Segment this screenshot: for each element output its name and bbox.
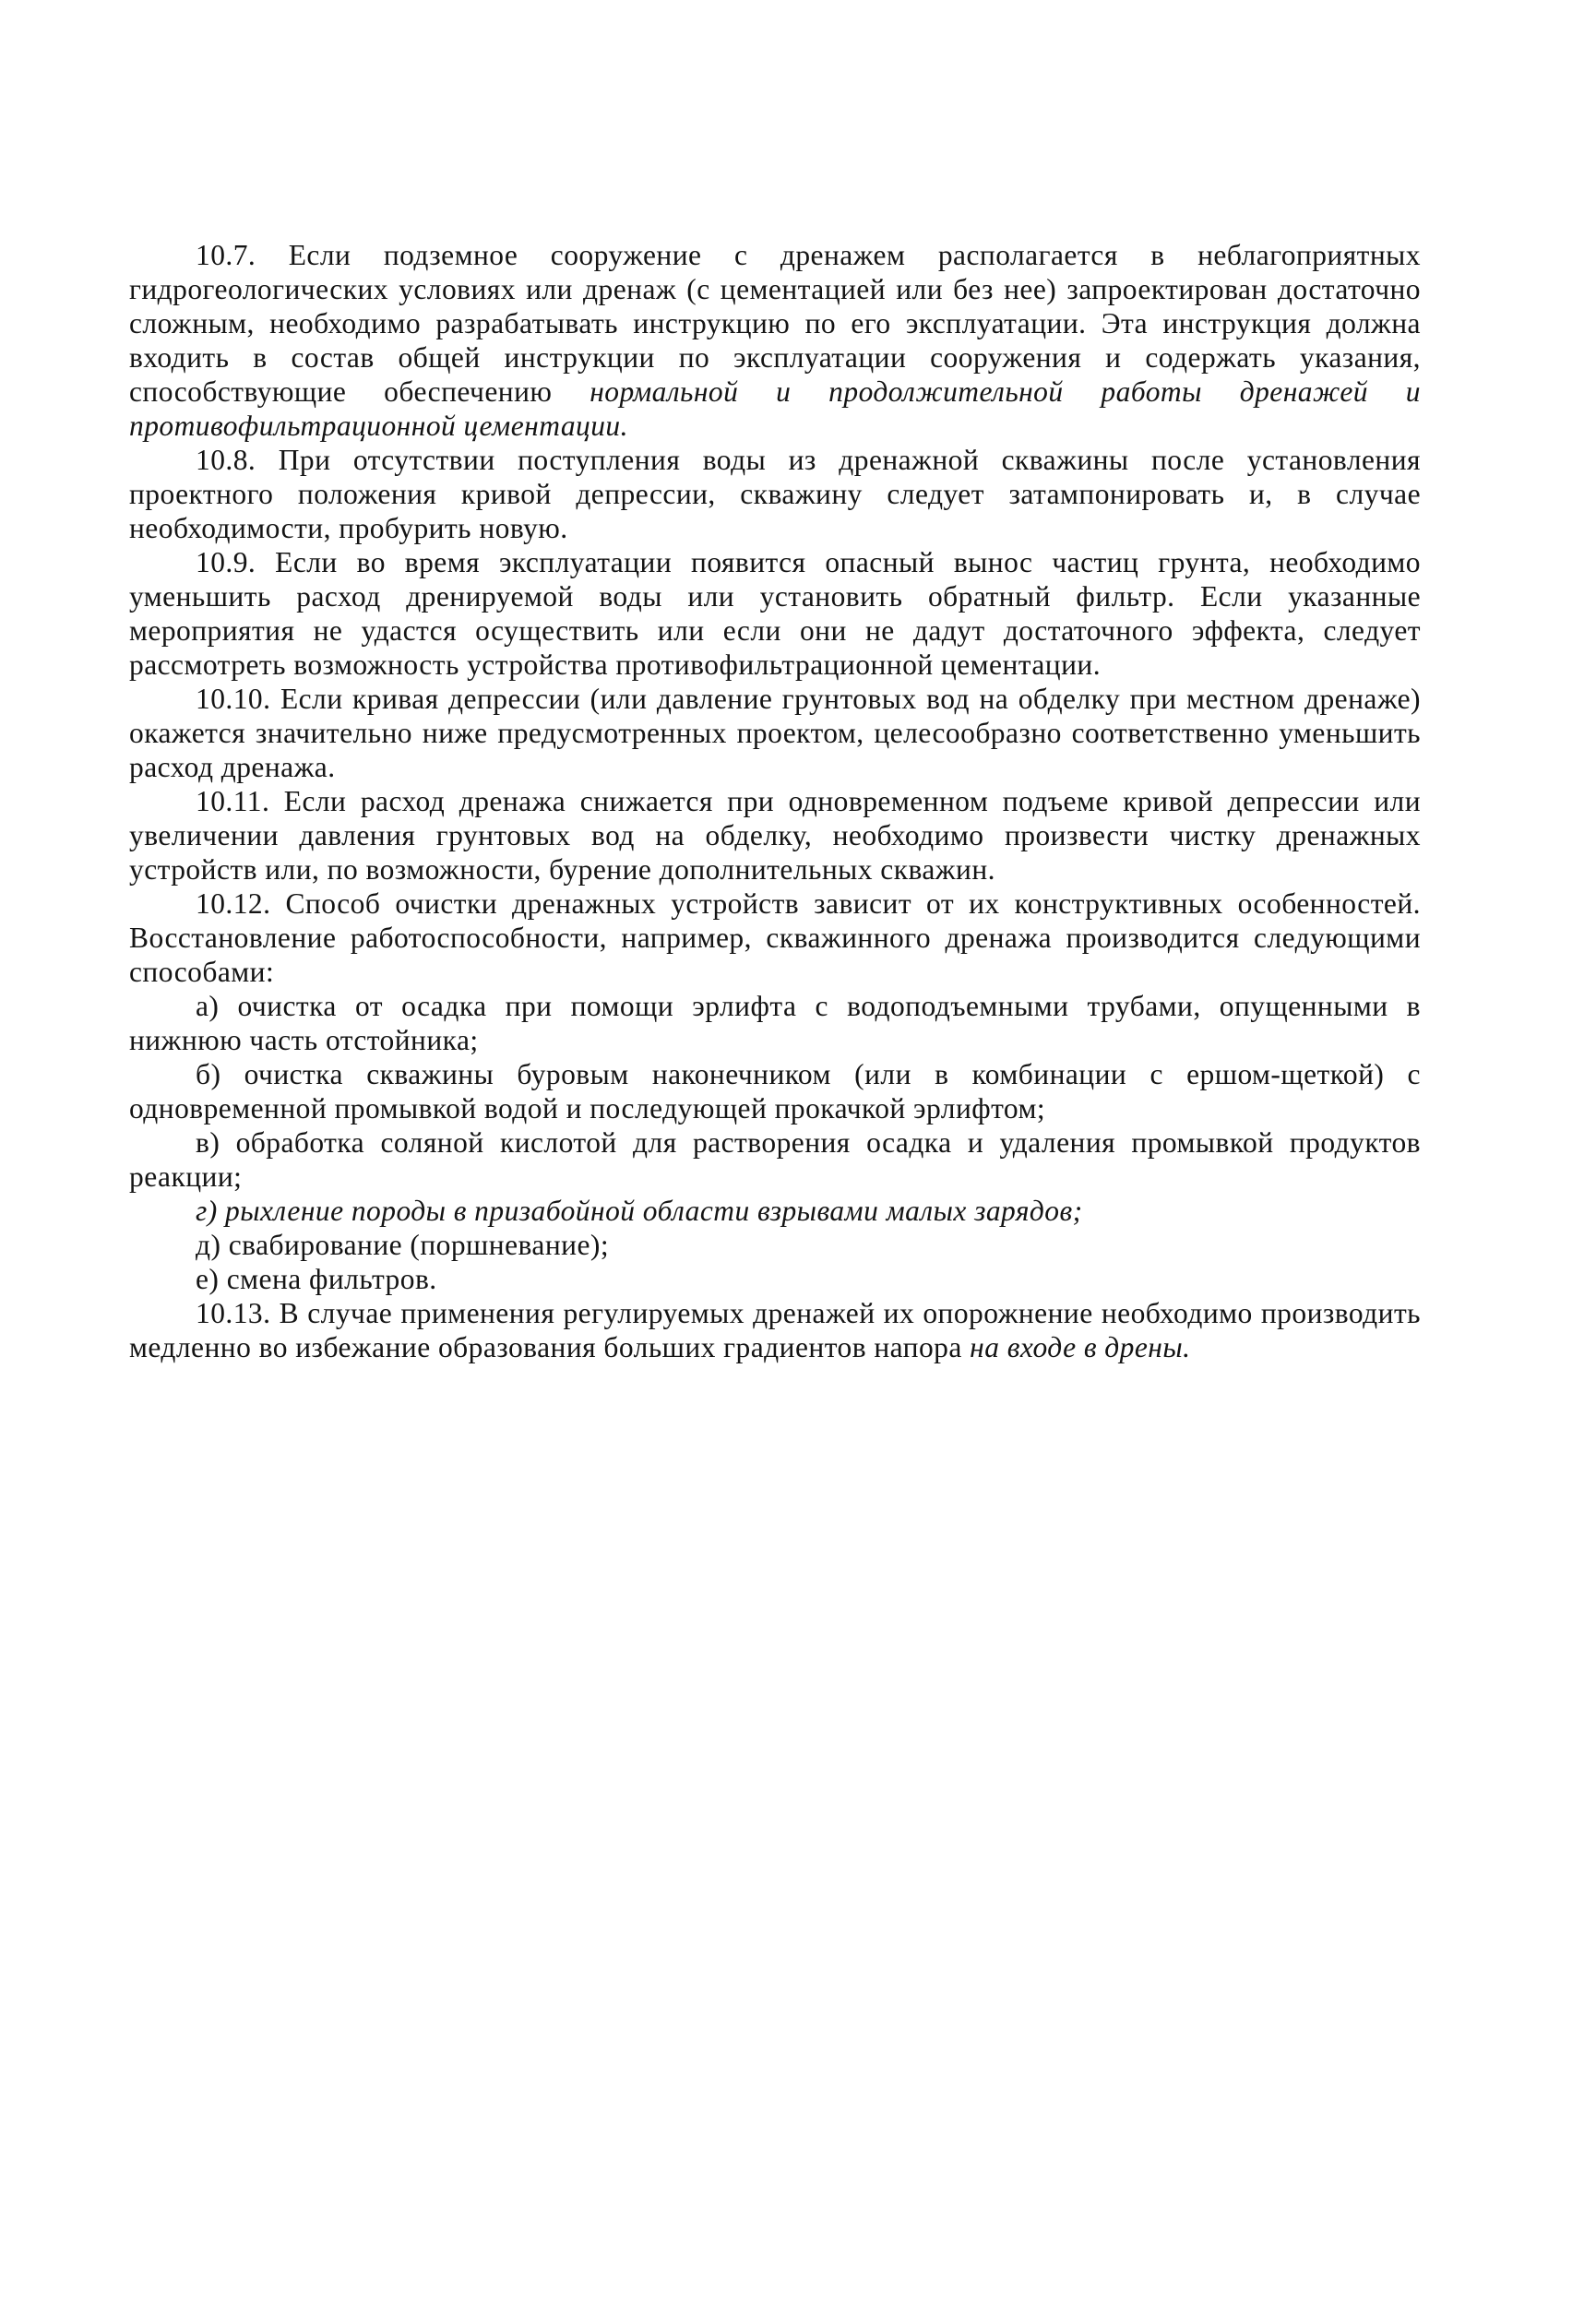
- list-item-text: е) смена фильтров.: [196, 1263, 437, 1295]
- list-item-text: б) очистка скважины буровым наконечником (или в комбинации с ершом-щеткой) с одновременной промывкой водой и последующей прокачкой эрлифтом;: [129, 1058, 1421, 1125]
- paragraph-10-12: [129, 887, 1421, 989]
- list-item-e: [129, 1262, 1421, 1296]
- list-item-d: [129, 1228, 1421, 1262]
- list-item-b: [129, 1057, 1421, 1125]
- list-item-text-italic: г) рыхление породы в призабойной области взрывами малых зарядов;: [196, 1195, 1083, 1227]
- paragraph-10-13: [129, 1296, 1421, 1364]
- paragraph-10-11: [129, 784, 1421, 887]
- paragraph-10-7: [129, 238, 1421, 443]
- list-item-g: [129, 1194, 1421, 1228]
- list-item-text: д) свабирование (поршневание);: [196, 1229, 610, 1261]
- paragraph-text: 10.7. Если подземное сооружение с дренажем располагается в неблагоприятных гидрогеологических условиях или дренаж (с цементацией или без нее) запроектирован достаточно сложным, необходимо разрабатывать инструкцию по его эксплуатации. Эта инструкция должна входить в состав общей инструкции по эксплуатации сооружения и содержать указания, способствующие обеспечению: [129, 239, 1421, 408]
- list-item-text: в) обработка соляной кислотой для растворения осадка и удаления промывкой продуктов реакции;: [129, 1126, 1421, 1193]
- paragraph-10-10: [129, 682, 1421, 784]
- paragraph-text-italic: на входе в дрены.: [970, 1331, 1191, 1363]
- paragraph-text: 10.11. Если расход дренажа снижается при одновременном подъеме кривой депрессии или увеличении давления грунтовых вод на обделку, необходимо произвести чистку дренажных устройств или, по возможности, бурение дополнительных скважин.: [129, 785, 1421, 886]
- paragraph-text: 10.9. Если во время эксплуатации появится опасный вынос частиц грунта, необходимо уменьшить расход дренируемой воды или установить обратный фильтр. Если указанные мероприятия не удастся осуществить или если они не дадут достаточного эффекта, следует рассмотреть возможность устройства противофильтрационной цементации.: [129, 546, 1421, 681]
- paragraph-text: 10.13. В случае применения регулируемых дренажей их опорожнение необходимо производить медленно во избежание образования больших градиентов напора: [129, 1297, 1421, 1363]
- paragraph-10-9: [129, 545, 1421, 682]
- list-item-a: [129, 989, 1421, 1057]
- paragraph-text: 10.10. Если кривая депрессии (или давление грунтовых вод на обделку при местном дренаже) окажется значительно ниже предусмотренных проектом, целесообразно соответственно уменьшить расход дренажа.: [129, 683, 1421, 783]
- paragraph-text: 10.8. При отсутствии поступления воды из дренажной скважины после установления проектного положения кривой депрессии, скважину следует затампонировать и, в случае необходимости, пробурить новую.: [129, 444, 1421, 544]
- paragraph-text: 10.12. Способ очистки дренажных устройств зависит от их конструктивных особенностей. Восстановление работоспособности, например, скважинного дренажа производится следующими способами:: [129, 887, 1421, 988]
- list-item-text: а) очистка от осадка при помощи эрлифта с водоподъемными трубами, опущенными в нижнюю часть отстойника;: [129, 990, 1421, 1056]
- list-item-v: [129, 1125, 1421, 1194]
- document-body: [129, 238, 1421, 1364]
- paragraph-text-italic: нормальной и продолжительной работы дренажей и противофильтрационной цементации.: [129, 375, 1421, 442]
- paragraph-10-8: [129, 443, 1421, 545]
